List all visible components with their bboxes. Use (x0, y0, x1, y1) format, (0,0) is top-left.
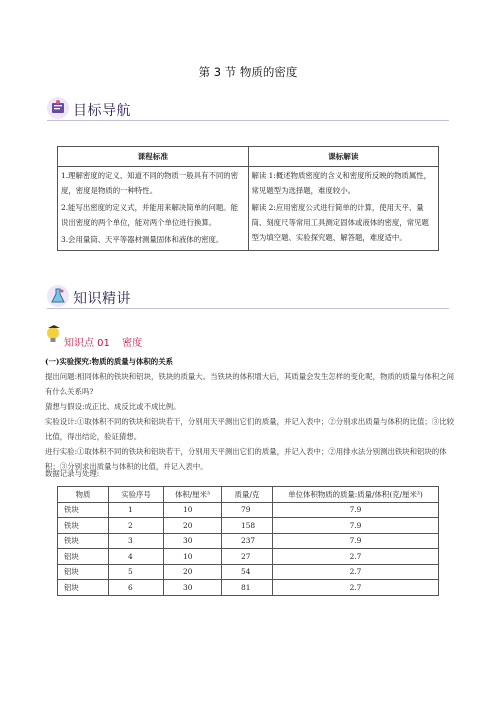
table-cell: 2.7 (273, 564, 439, 580)
table-row (58, 549, 439, 565)
table-row (58, 564, 439, 580)
standard-item: 3.会用量筒、天平等器材测量固体和液体的密度。 (61, 235, 224, 244)
paragraph: 数据记录与处理: (45, 469, 100, 478)
page-title: 第 3 节 物质的密度 (198, 65, 298, 79)
table-header: 课标解读 (248, 147, 439, 167)
standard-item: 1.理解密度的定义、知道不同的物质一般具有不同的密度，密度是物质的一种特性。 (61, 171, 239, 195)
table-row (58, 502, 439, 518)
standard-item: 2.能写出密度的定义式，并能用来解决简单的问题。能说出密度的两个单位，能对两个单位进行换算。 (61, 203, 239, 227)
table-cell-interpretation (248, 167, 439, 251)
table-cell: 10 (164, 549, 222, 565)
table-cell: 2.7 (273, 580, 439, 596)
table-cell: 铁块 (58, 518, 109, 534)
table-cell: 2.7 (273, 549, 439, 565)
table-cell: 2 (109, 518, 164, 534)
section-divider (47, 308, 449, 309)
lightbulb-icon (45, 325, 63, 345)
table-header-row (58, 487, 439, 503)
table-cell: 30 (164, 580, 222, 596)
table-cell: 30 (164, 533, 222, 549)
section-heading-knowledge: 知识精讲 (73, 291, 131, 307)
table-cell: 4 (109, 549, 164, 565)
table-cell: 铁块 (58, 502, 109, 518)
table-cell: 7.9 (273, 533, 439, 549)
table-cell: 铝块 (58, 564, 109, 580)
table-header: 物质 (58, 487, 109, 503)
paragraph: 提出问题:相同体积的铁块和铝块，铁块的质量大。当铁块的体积增大后，其质量会发生怎样的变化呢，物质的质量与体积之间有什么关系吗? (45, 372, 454, 396)
table-cell: 7.9 (273, 518, 439, 534)
table-cell: 54 (222, 564, 273, 580)
interpretation-item: 解读 1:概述物质密度的含义和密度所反映的物质属性，常见题型为选择题，难度较小。 (251, 171, 432, 195)
subheading: (一)实验探究:物质的质量与体积的关系 (45, 357, 173, 366)
paragraph: 实验设计:①取体积不同的铁块和铝块若干，分别用天平测出它们的质量，并记入表中；②分别求出质量与体积的比值；③比较比值，得出结论，验证猜想。 (45, 417, 454, 441)
table-cell: 7.9 (273, 502, 439, 518)
table-cell: 79 (222, 502, 273, 518)
table-row (58, 533, 439, 549)
table-cell: 158 (222, 518, 273, 534)
table-cell: 3 (109, 533, 164, 549)
table-header: 质量/克 (222, 487, 273, 503)
standards-table (57, 146, 439, 251)
table-header: 单位体积物质的质量:质量/体积(克/厘米³) (273, 487, 439, 503)
section-heading-goals: 目标导航 (73, 103, 131, 119)
knowledge-point-label: 知识点 01 (64, 338, 110, 349)
table-cell: 1 (109, 502, 164, 518)
table-row (58, 518, 439, 534)
book-icon (47, 97, 69, 119)
interpretation-item: 解读 2:应用密度公式进行简单的计算，使用天平、量筒、刻度尺等常用工具测定固体或液体的密度，常见题型为填空题、实验探究题、解答题，难度适中。 (251, 203, 429, 242)
table-cell: 27 (222, 549, 273, 565)
table-cell: 铝块 (58, 549, 109, 565)
table-cell: 10 (164, 502, 222, 518)
table-cell: 铁块 (58, 533, 109, 549)
table-cell: 237 (222, 533, 273, 549)
table-cell: 铝块 (58, 580, 109, 596)
table-header: 课程标准 (58, 147, 249, 167)
section-divider (47, 120, 449, 121)
table-cell-standards (58, 167, 249, 251)
table-cell: 6 (109, 580, 164, 596)
table-cell: 81 (222, 580, 273, 596)
table-cell: 20 (164, 564, 222, 580)
flask-icon (47, 285, 69, 307)
table-header: 实验序号 (109, 487, 164, 503)
table-header: 体积/厘米³ (164, 487, 222, 503)
paragraph: 猜想与假设:成正比、成反比或不成比例。 (45, 402, 181, 411)
table-row (58, 580, 439, 596)
data-table (57, 486, 439, 596)
paragraph: 进行实验:①取体积不同的铁块和铝块若干，分别用天平测出它们的质量，并记入表中；②用排水法分别测出铁块和铝块的体积；③分别求出质量与体积的比值，并记入表中。 (45, 447, 447, 471)
table-cell: 5 (109, 564, 164, 580)
knowledge-point-topic: 密度 (122, 338, 143, 349)
table-cell: 20 (164, 518, 222, 534)
